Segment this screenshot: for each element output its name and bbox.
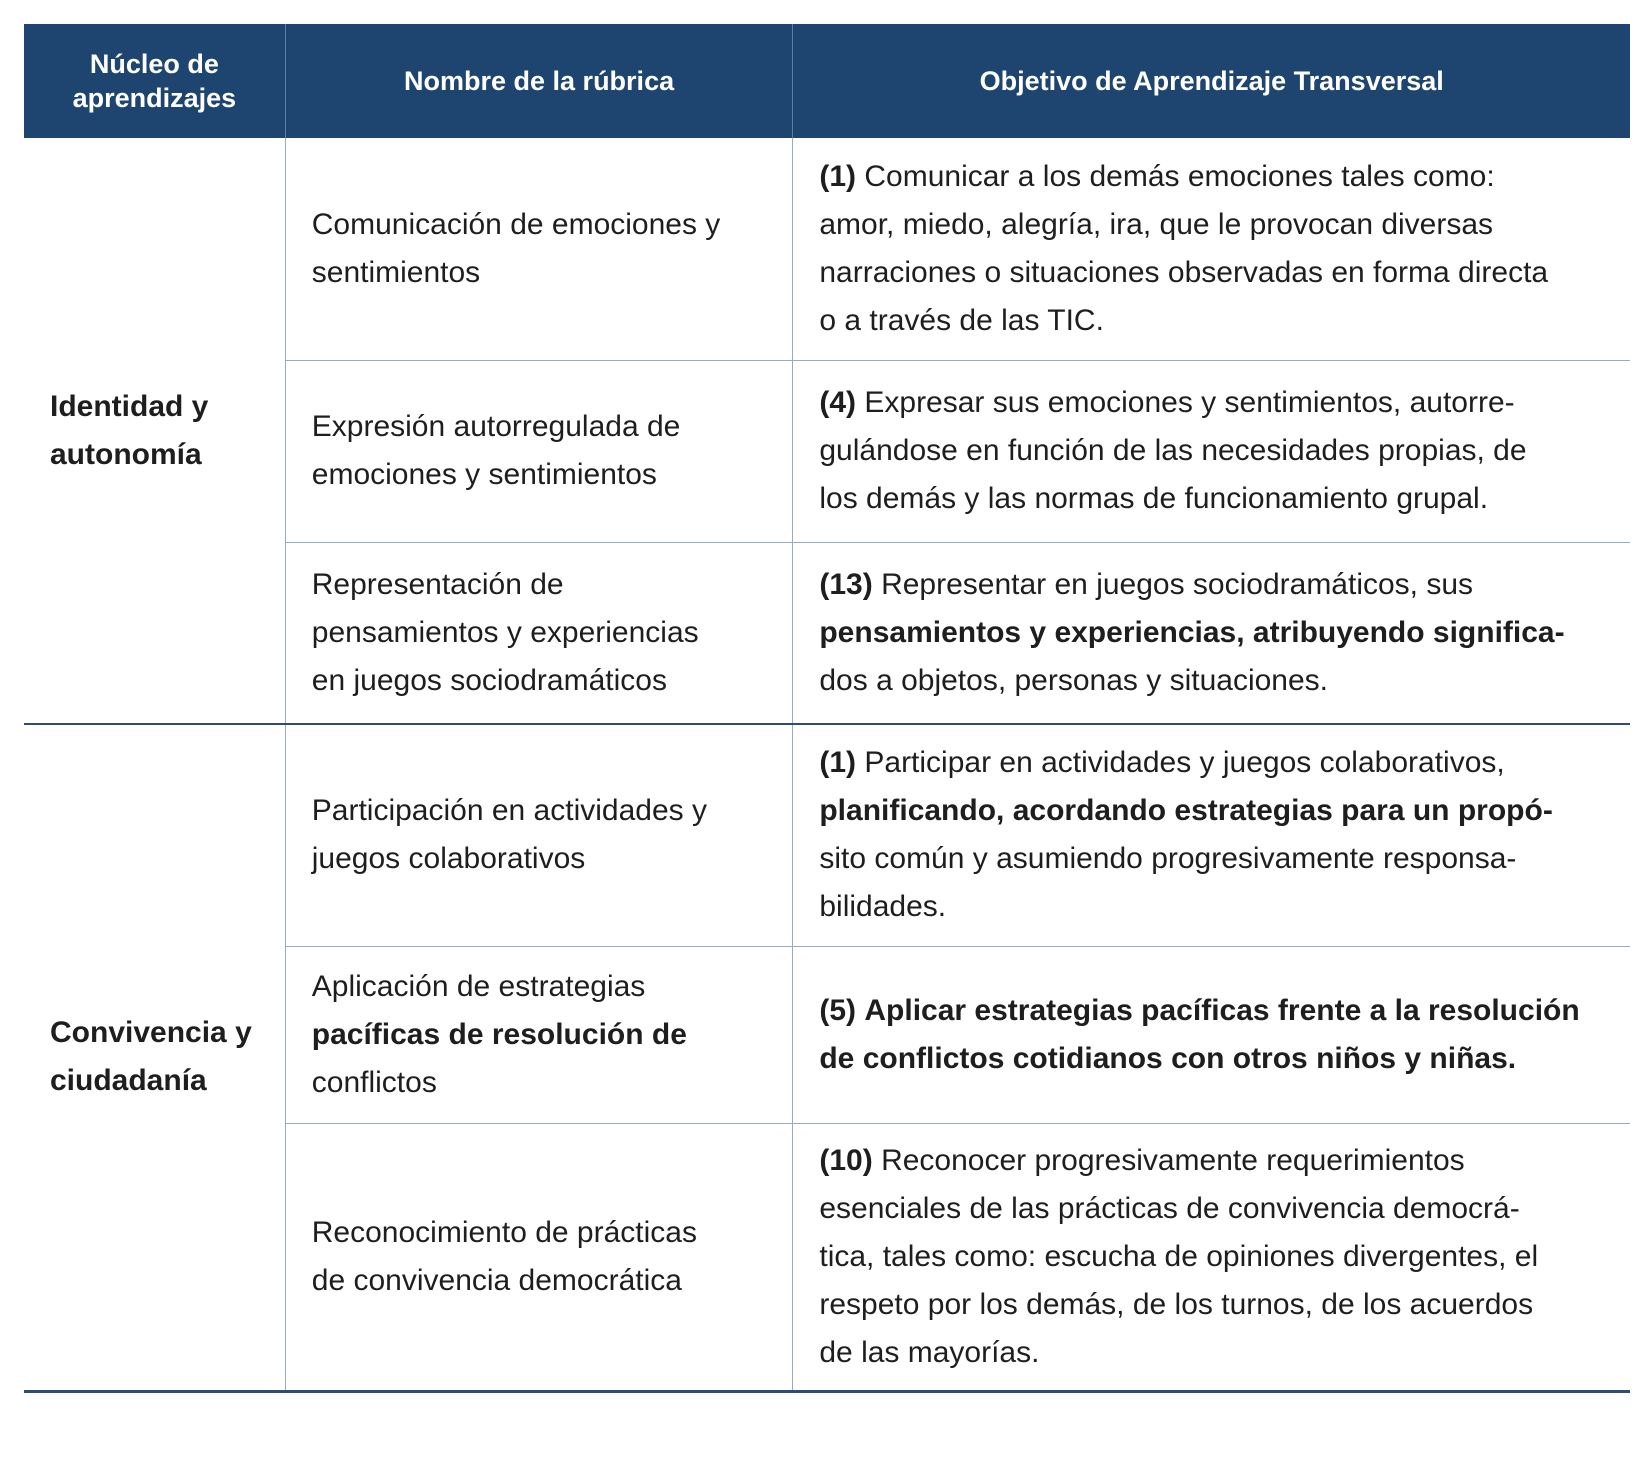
objective-line: Aplicar estrategias pacíficas frente a la resolución: [864, 993, 1580, 1027]
rubrica-line: emociones y sentimientos: [311, 458, 657, 491]
rubrica-line: pensamientos y experiencias: [311, 615, 699, 649]
rubrica-line: conflictos: [311, 1065, 437, 1099]
objective-line: de conflictos cotidianos con otros niños y niñas.: [819, 1041, 1517, 1075]
objective-line: esenciales de las prácticas de convivencia democrá-: [819, 1191, 1520, 1225]
header-rubrica: Nombre de la rúbrica: [285, 24, 793, 138]
header-nucleo: [24, 24, 285, 138]
rubrica-cell: [285, 360, 793, 542]
table-row: [24, 724, 1630, 946]
objective-number: (1): [819, 159, 857, 193]
objective-line: sito común y asumiendo progresivamente responsa-: [819, 842, 1517, 876]
header-nucleo-line: Núcleo de: [89, 49, 219, 79]
objetivo-cell: [793, 1123, 1630, 1391]
objective-line: gulándose en función de las necesidades propias, de: [819, 434, 1527, 467]
nucleo-line: Identidad y: [50, 389, 209, 423]
nucleo-line: ciudadanía: [50, 1064, 207, 1098]
rubrica-line: Participación en actividades y: [311, 794, 707, 828]
objective-number: (4): [819, 386, 857, 419]
rubrica-line: de convivencia democrática: [311, 1263, 682, 1297]
table-row: [24, 138, 1630, 360]
header-row: [24, 24, 1630, 138]
rubric-table: [24, 24, 1630, 1393]
rubrica-line: pacíficas de resolución de: [311, 1017, 687, 1051]
rubrica-line: Expresión autorregulada de: [311, 410, 681, 443]
objetivo-cell: [793, 724, 1630, 946]
rubrica-line: Reconocimiento de prácticas: [311, 1215, 697, 1249]
rubrica-line: en juegos sociodramáticos: [311, 663, 667, 697]
objetivo-cell: [793, 138, 1630, 360]
objective-line: Expresar sus emociones y sentimientos, autorre-: [864, 386, 1515, 419]
objective-number: (13): [819, 567, 873, 601]
objetivo-cell: [793, 360, 1630, 542]
objective-line: dos a objetos, personas y situaciones.: [819, 663, 1328, 697]
objetivo-cell: [793, 542, 1630, 724]
objective-line: Participar en actividades y juegos colaborativos,: [864, 746, 1505, 780]
objective-line: amor, miedo, alegría, ira, que le provocan diversas: [819, 207, 1494, 241]
objective-number: (10): [819, 1143, 873, 1177]
rubrica-line: sentimientos: [311, 255, 481, 289]
objective-line: Reconocer progresivamente requerimientos: [881, 1143, 1465, 1177]
rubrica-cell: [285, 1123, 793, 1391]
objetivo-cell: [793, 946, 1630, 1123]
objective-line: o a través de las TIC.: [819, 303, 1104, 337]
objective-number: (1): [819, 746, 857, 780]
objective-line: tica, tales como: escucha de opiniones divergentes, el: [819, 1239, 1539, 1273]
objective-number: (5): [819, 993, 857, 1027]
rubrica-cell: [285, 724, 793, 946]
rubrica-line: Representación de: [311, 567, 564, 601]
rubrica-line: Aplicación de estrategias: [311, 969, 646, 1003]
objective-line: Representar en juegos sociodramáticos, sus: [881, 567, 1474, 601]
nucleo-line: Convivencia y: [50, 1016, 252, 1050]
rubrica-line: Comunicación de emociones y: [311, 207, 721, 241]
rubrica-cell: [285, 138, 793, 360]
objective-line: bilidades.: [819, 890, 947, 924]
rubrica-cell: [285, 542, 793, 724]
objective-line: pensamientos y experiencias, atribuyendo significa-: [819, 615, 1565, 649]
rubrica-cell: [285, 946, 793, 1123]
header-objetivo: Objetivo de Aprendizaje Transversal: [793, 24, 1630, 138]
objective-line: planificando, acordando estrategias para un propó-: [819, 794, 1553, 828]
nucleo-line: autonomía: [50, 437, 202, 471]
nucleo-cell: [24, 724, 285, 1391]
objective-line: narraciones o situaciones observadas en forma directa: [819, 255, 1549, 289]
objective-line: los demás y las normas de funcionamiento grupal.: [819, 482, 1489, 515]
objective-line: de las mayorías.: [819, 1335, 1040, 1369]
header-nucleo-line: aprendizajes: [72, 83, 237, 113]
objective-line: respeto por los demás, de los turnos, de los acuerdos: [819, 1287, 1534, 1321]
objective-line: Comunicar a los demás emociones tales como:: [864, 159, 1495, 193]
rubrica-line: juegos colaborativos: [311, 842, 586, 876]
nucleo-cell: [24, 138, 285, 724]
